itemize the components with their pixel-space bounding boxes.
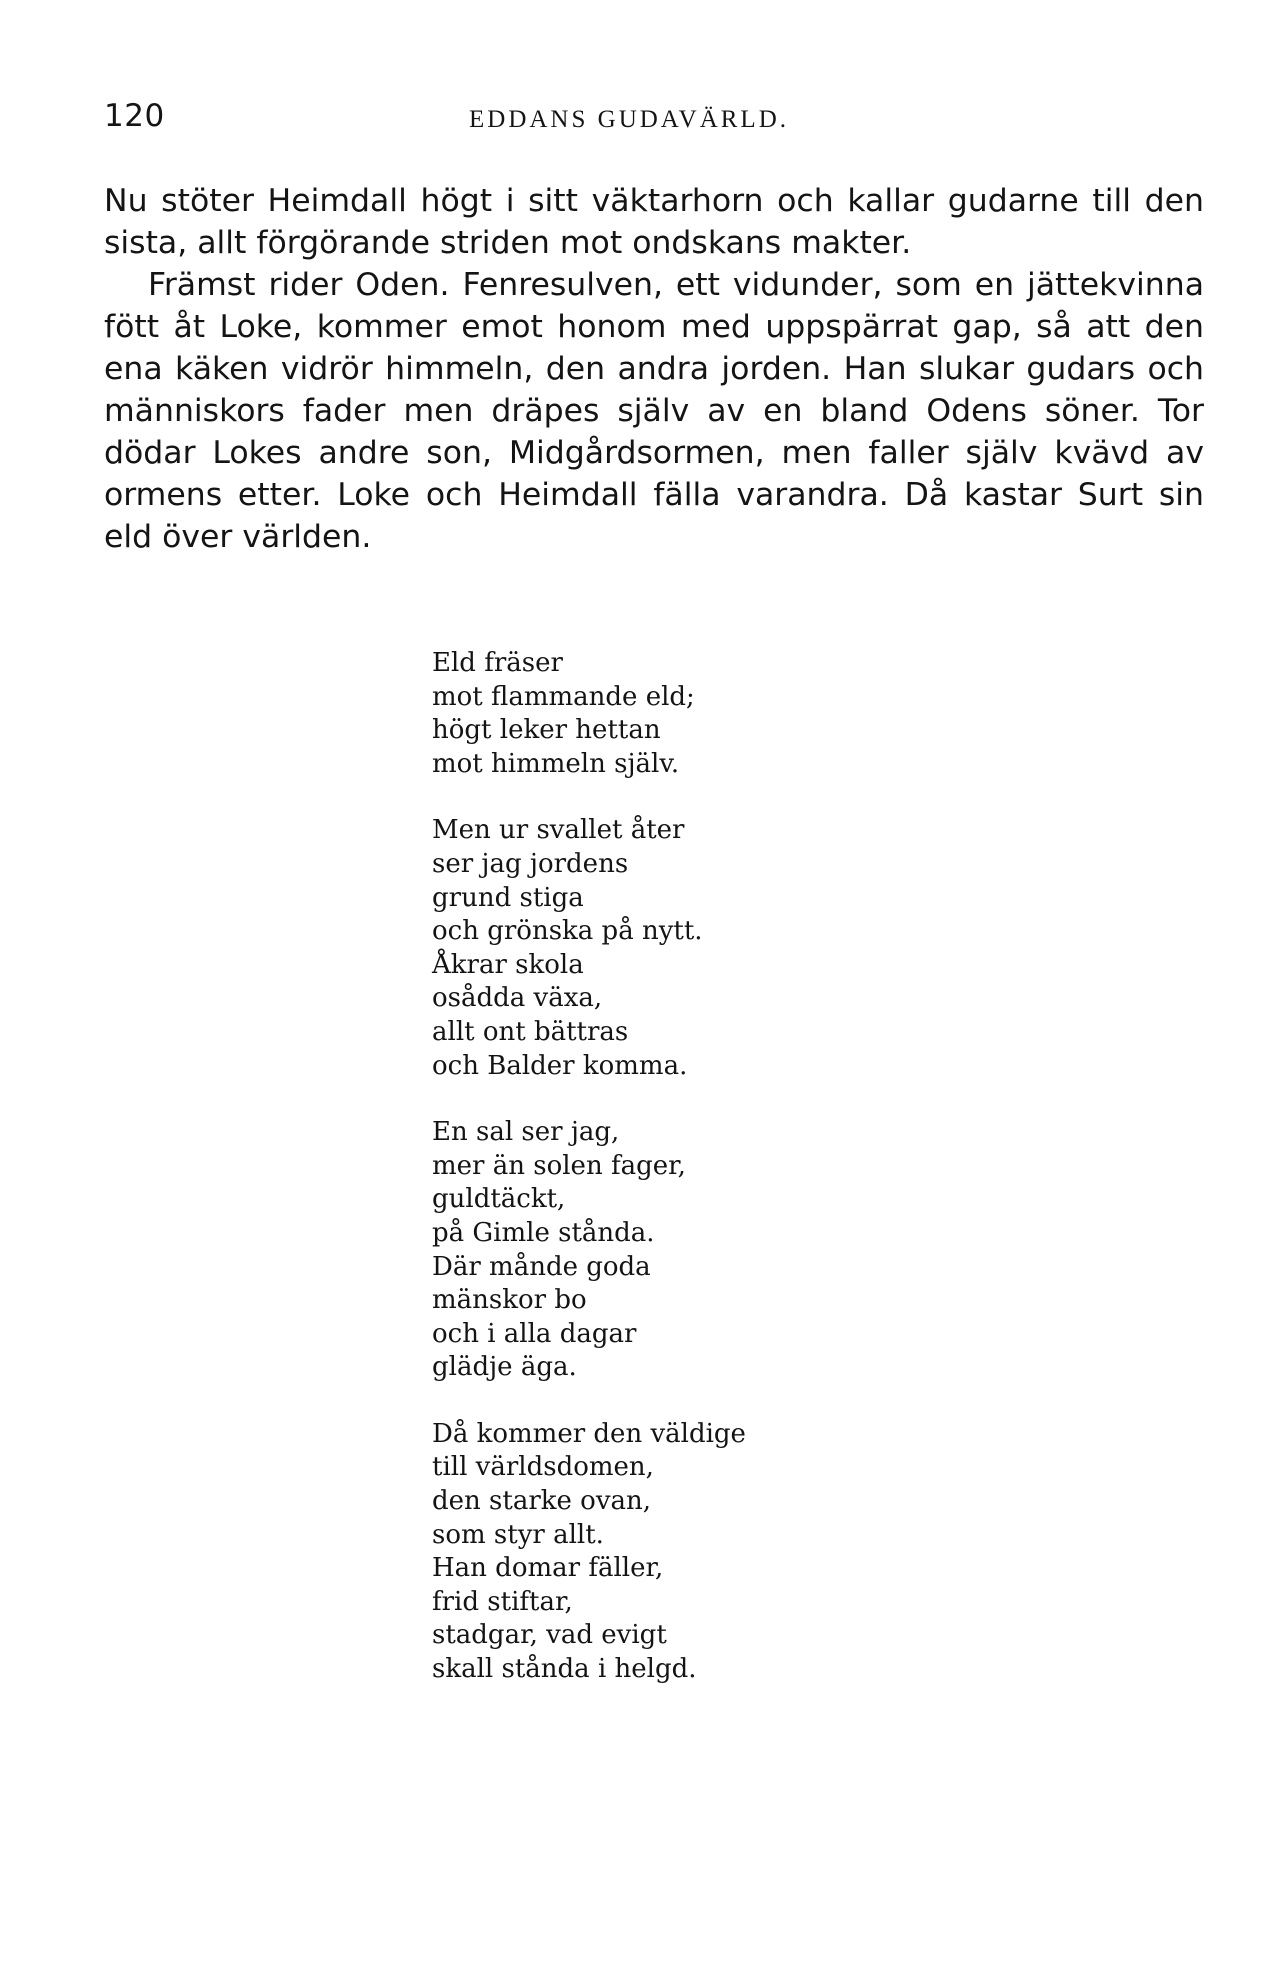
poem-line: ser jag jordens: [432, 848, 629, 879]
poem-line: frid stiftar,: [432, 1586, 573, 1617]
poem-line: En sal ser jag,: [432, 1117, 620, 1148]
poem-line: guldtäckt,: [432, 1184, 566, 1215]
poem-line: Eld fräser: [432, 648, 563, 678]
poem-line: till världsdomen,: [432, 1452, 654, 1483]
prose-body: [104, 180, 1204, 558]
poem-line: Där månde goda: [432, 1251, 651, 1282]
page-header: [104, 98, 1204, 142]
poem-line: skall stånda i helgd.: [432, 1654, 697, 1685]
poem-line: Han domar fäller,: [432, 1553, 664, 1584]
poem-line: mot flammande eld;: [432, 681, 695, 712]
poem-line: grund stiga: [432, 882, 584, 913]
poem-line: allt ont bättras: [432, 1016, 629, 1047]
paragraph: Nu stöter Heimdall högt i sitt väktarhorn och kallar gudarne till den sista, allt förgörande striden mot ondskans makter.: [104, 183, 1204, 261]
poem-line: på Gimle stånda.: [432, 1217, 655, 1248]
poem-line: Då kommer den väldige: [432, 1418, 746, 1449]
running-title: EDDANS GUDAVÄRLD.: [469, 106, 789, 133]
poem-line: stadgar, vad evigt: [432, 1620, 667, 1651]
poem: [432, 647, 746, 1720]
poem-line: högt leker hettan: [432, 715, 661, 746]
poem-line: Åkrar skola: [432, 949, 584, 980]
poem-line: den starke ovan,: [432, 1486, 652, 1517]
poem-line: mot himmeln själv.: [432, 748, 680, 779]
poem-line: osådda växa,: [432, 983, 603, 1014]
poem-line: mer än solen fager,: [432, 1150, 686, 1181]
paragraph: Främst rider Oden. Fenresulven, ett vidunder, som en jättekvinna fött åt Loke, kommer emot honom med uppspärrat gap, så att den ena käken vidrör himmeln, den andra jorden. Han slukar gudars och människors fader men dräpes själv av en bland Odens söner. Tor dödar Lokes andre son, Midgårdsormen, men faller själv kvävd av ormens etter. Loke och Heimdall fälla varandra. Då kastar Surt sin eld över världen.: [104, 267, 1204, 555]
poem-line: och Balder komma.: [432, 1050, 688, 1081]
poem-line: och grönska på nytt.: [432, 916, 703, 947]
stanza: [432, 647, 746, 781]
stanza: [432, 1418, 746, 1687]
stanza: [432, 1116, 746, 1385]
poem-line: och i alla dagar: [432, 1318, 637, 1349]
page-number: 120: [104, 98, 165, 134]
stanza: [432, 814, 746, 1083]
poem-line: Men ur svallet åter: [432, 815, 685, 846]
poem-line: som styr allt.: [432, 1519, 604, 1550]
poem-line: mänskor bo: [432, 1285, 587, 1316]
poem-line: glädje äga.: [432, 1352, 577, 1383]
